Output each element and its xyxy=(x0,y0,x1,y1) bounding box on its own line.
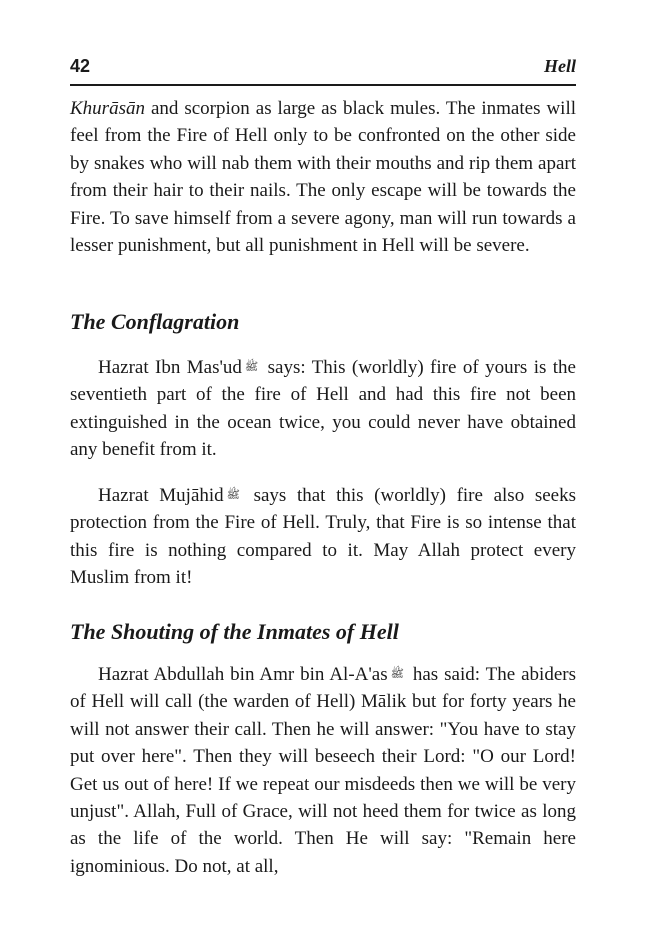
page-number: 42 xyxy=(70,56,91,76)
page-header xyxy=(70,54,576,84)
narrator-name: Hazrat Mujāhid xyxy=(98,485,224,506)
running-head: Hell xyxy=(544,56,576,76)
narrator-name: Hazrat Ibn Mas'ud xyxy=(98,357,242,378)
section-heading-conflagration: The Conflagration xyxy=(70,309,240,334)
paragraph-text: has said: The abiders of Hell will call (the warden of Hell) Mālik but for forty years he will not answer their call. Then he will answer: "You have to stay put over here". Then they will beseech their Lord: "O our Lord! Get us out of here! If we repeat our misdeeds then we will be very unjust". Allah, Full of Grace, will not heed them for twice as long as the life of the world. Then He will say: "Remain here ignominious. Do not, at all, xyxy=(70,664,576,877)
honorific-symbol: ﷺ xyxy=(390,667,404,680)
paragraph-ibn-masud xyxy=(70,353,576,464)
section-heading-shouting: The Shouting of the Inmates of Hell xyxy=(70,619,399,644)
narrator-name: Hazrat Abdullah bin Amr bin Al-A'as xyxy=(98,664,388,685)
header-rule xyxy=(70,84,576,86)
paragraph-mujahid xyxy=(70,481,576,592)
paragraph-text: says that this (worldly) fire also seeks protection from the Fire of Hell. Truly, that Fire is so intense that this fire is nothing compared to it. May Allah protect every Muslim from it! xyxy=(70,485,576,589)
honorific-symbol: ﷺ xyxy=(244,360,259,373)
paragraph-continuation xyxy=(70,95,576,259)
honorific-symbol: ﷺ xyxy=(226,488,240,501)
paragraph-text: and scorpion as large as black mules. The inmates will feel from the Fire of Hell only to be confronted on the other side by snakes who will nab them with their mouths and rip them apart from their hair to their nails. The only escape will be towards the Fire. To save himself from a severe agony, man will run towards a lesser punishment, but all punishment in Hell will be severe. xyxy=(70,98,576,257)
paragraph-abdullah xyxy=(70,660,576,880)
italic-place-name: Khurāsān xyxy=(70,98,145,119)
paragraph-text: says: This (worldly) fire of yours is the seventieth part of the fire of Hell and had this fire not been extinguished in the ocean twice, you could never have obtained any benefit from it. xyxy=(70,357,576,461)
